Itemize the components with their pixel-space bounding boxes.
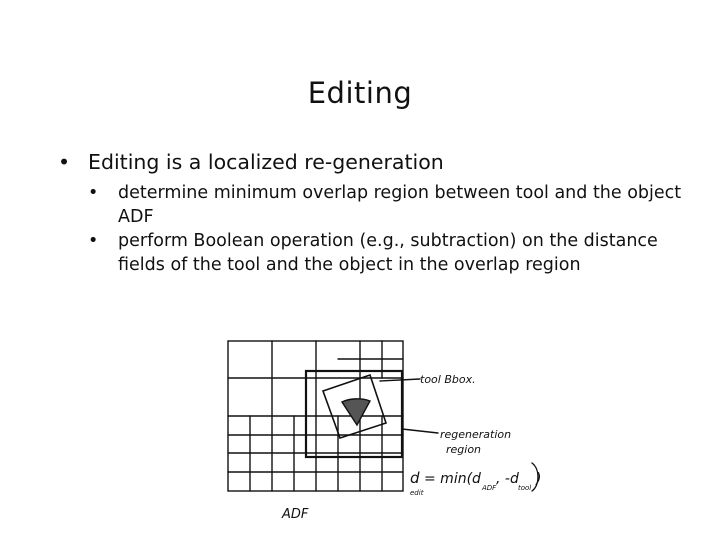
sub-bullet-dot: • (88, 231, 99, 251)
formula-sub-adf: ADF (482, 484, 497, 492)
page-title: Editing (307, 76, 413, 110)
adf-editing-sketch (220, 335, 560, 525)
formula-sub-tool: tool (518, 484, 532, 492)
formula-lhs-sub: edit (410, 489, 424, 497)
bullet-text: Editing is a localized re-generation (88, 150, 444, 174)
regen-label-2: region (446, 443, 482, 456)
bullet-item (58, 148, 698, 176)
sub-bullet-dot: • (88, 183, 99, 203)
sub-bullet-item (88, 182, 698, 229)
formula-close: ) (536, 471, 542, 487)
tool-bbox-arrow (380, 379, 420, 381)
bullet-list (58, 148, 698, 278)
formula-lhs: d (410, 469, 420, 487)
adf-label: ADF (282, 507, 309, 522)
sub-bullet-list (58, 182, 698, 277)
formula-mid: = min(d (424, 471, 481, 487)
sub-bullet-text: determine minimum overlap region between tool and the object ADF (118, 183, 682, 227)
sub-bullet-item (88, 230, 698, 277)
sub-bullet-text: perform Boolean operation (e.g., subtraction) on the distance fields of the tool and the object in the overlap region (118, 231, 658, 275)
bullet-dot: • (58, 150, 71, 174)
formula-minus: , -d (496, 471, 519, 487)
regen-label-1: regeneration (440, 428, 512, 441)
regen-arrow (402, 429, 438, 433)
tool-shape (342, 399, 370, 425)
tool-bbox-label: tool Bbox. (420, 373, 476, 386)
